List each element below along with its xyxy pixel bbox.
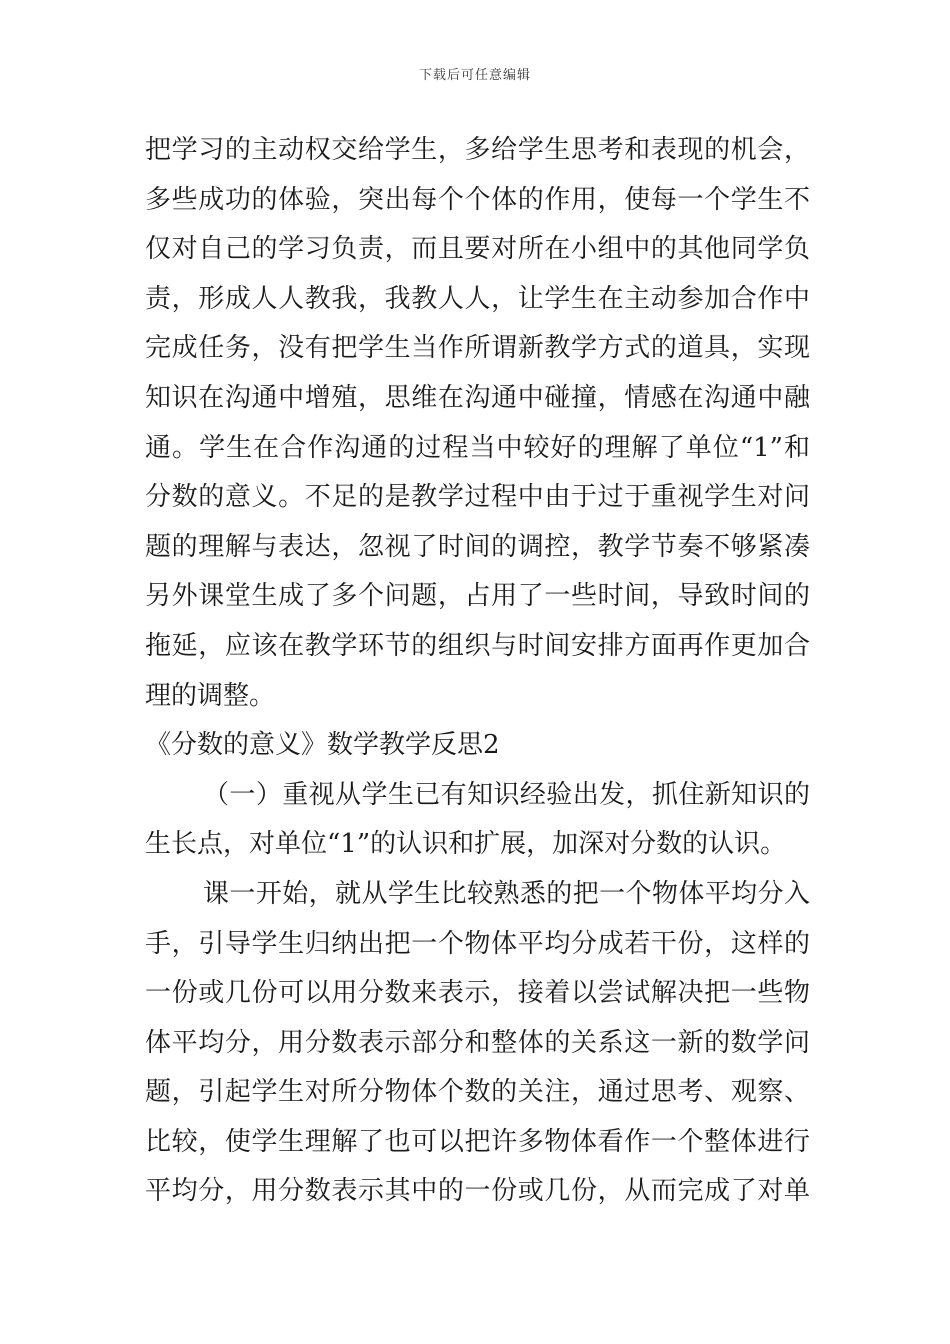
text-line: 生长点，对单位“1”的认识和扩展，加深对分数的认识。 bbox=[145, 829, 787, 860]
text-line: 课一开始，就从学生比较熟悉的把一个物体平均分入 bbox=[203, 878, 810, 909]
text-line: 通。学生在合作沟通的过程当中较好的理解了单位“1”和 bbox=[145, 432, 810, 463]
text-line: 仅对自己的学习负责，而且要对所在小组中的其他同学负 bbox=[145, 234, 810, 265]
text-line: 题，引起学生对所分物体个数的关注，通过思考、观察、 bbox=[145, 1077, 810, 1108]
text-line: 题的理解与表达，忽视了时间的调控，教学节奏不够紧凑 bbox=[145, 531, 810, 562]
text-line: 比较，使学生理解了也可以把许多物体看作一个整体进行 bbox=[145, 1126, 810, 1157]
page-header: 下载后可任意编辑 bbox=[418, 68, 531, 83]
text-line: 手，引导学生归纳出把一个物体平均分成若干份，这样的 bbox=[145, 928, 810, 959]
body-text bbox=[145, 126, 810, 1217]
text-line: 多些成功的体验，突出每个个体的作用，使每一个学生不 bbox=[145, 184, 810, 215]
text-line: 责，形成人人教我，我教人人，让学生在主动参加合作中 bbox=[145, 283, 810, 314]
text-line: 理的调整。 bbox=[145, 680, 276, 711]
text-line: 拖延，应该在教学环节的组织与时间安排方面再作更加合 bbox=[145, 630, 810, 661]
text-line: 完成任务，没有把学生当作所谓新教学方式的道具，实现 bbox=[145, 333, 810, 364]
text-line: 把学习的主动权交给学生，多给学生思考和表现的机会， bbox=[145, 135, 810, 165]
text-line: 一份或几份可以用分数来表示，接着以尝试解决把一些物 bbox=[145, 978, 810, 1009]
text-line: 另外课堂生成了多个问题，占用了一些时间，导致时间的 bbox=[145, 581, 810, 612]
text-line: 平均分，用分数表示其中的一份或几份，从而完成了对单 bbox=[145, 1176, 810, 1207]
text-line: 《分数的意义》数学教学反思2 bbox=[145, 730, 500, 761]
text-line: 知识在沟通中增殖，思维在沟通中碰撞，情感在沟通中融 bbox=[145, 382, 810, 413]
text-line: （一）重视从学生已有知识经验出发，抓住新知识的 bbox=[203, 779, 810, 810]
text-line: 体平均分，用分数表示部分和整体的关系这一新的数学问 bbox=[145, 1027, 810, 1058]
text-line: 分数的意义。不足的是教学过程中由于过于重视学生对问 bbox=[145, 482, 810, 513]
